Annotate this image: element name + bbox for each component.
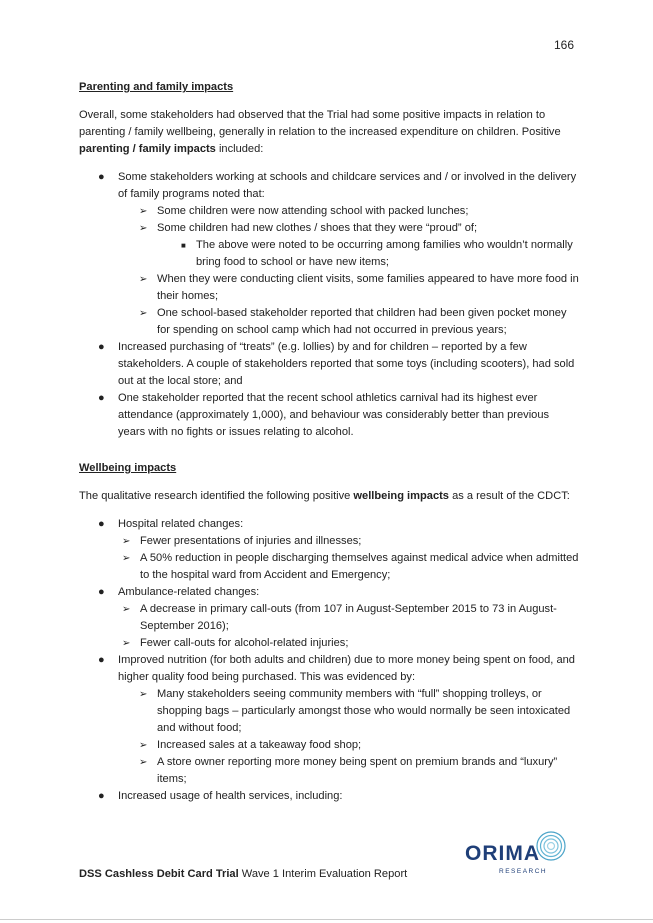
footer-report-subtitle: Wave 1 Interim Evaluation Report xyxy=(238,868,408,880)
sub-list-item-text: A decrease in primary call-outs (from 107 in August-September 2015 to 73 in August-September 2016); xyxy=(140,603,557,632)
orima-research-logo xyxy=(465,830,569,878)
list-item-text: One stakeholder reported that the recent school athletics carnival had its highest ever attendance (approximately 1,000), and behaviour was considerably better than previous years with no fights or issues relating to alcohol. xyxy=(118,392,550,438)
section-heading-wellbeing: Wellbeing impacts xyxy=(79,462,177,474)
list-item-text: Hospital related changes: xyxy=(118,518,244,530)
arrowhead-bullet-icon: ➢ xyxy=(122,638,131,649)
parenting-impacts-list xyxy=(79,169,579,441)
square-bullet-icon: ■ xyxy=(181,241,186,250)
intro-text: Overall, some stakeholders had observed that the Trial had some positive impacts in relation to parenting / family wellbeing, generally in relation to the increased expenditure on children. Positive xyxy=(79,109,561,138)
intro-text-end: included: xyxy=(215,143,264,155)
list-item xyxy=(79,390,579,441)
sub-sub-list xyxy=(157,237,579,271)
arrowhead-bullet-icon: ➢ xyxy=(122,553,131,564)
sub-list-item-text: A 50% reduction in people discharging themselves against medical advice when admitted to the hospital ward from Accident and Emergency; xyxy=(140,552,579,581)
sub-list-item xyxy=(118,550,579,584)
bullet-icon: ● xyxy=(98,518,105,530)
list-item-text: Ambulance-related changes: xyxy=(118,586,260,598)
sub-list-item xyxy=(118,686,579,737)
bullet-icon: ● xyxy=(98,654,105,666)
logo-wordmark: ORIMA xyxy=(465,842,540,865)
sub-list-item xyxy=(118,305,579,339)
arrowhead-bullet-icon: ➢ xyxy=(139,757,148,768)
sub-list-item xyxy=(118,271,579,305)
page-footer xyxy=(79,868,407,880)
sub-list-item xyxy=(118,203,579,220)
sub-list-item xyxy=(118,737,579,754)
sub-list xyxy=(118,203,579,339)
sub-list-item-text: Many stakeholders seeing community members with “full” shopping trolleys, or shopping bags – particularly amongst those who would normally be seen intoxicated and without food; xyxy=(157,688,571,734)
bullet-icon: ● xyxy=(98,790,105,802)
sub-list-item-text: A store owner reporting more money being spent on premium brands and “luxury” items; xyxy=(157,756,558,785)
list-item-text: Improved nutrition (for both adults and children) due to more money being spent on food, and higher quality food being purchased. This was evidenced by: xyxy=(118,654,575,683)
arrowhead-bullet-icon: ➢ xyxy=(139,740,148,751)
intro-bold-text: parenting / family impacts xyxy=(79,143,216,155)
wellbeing-impacts-list xyxy=(79,516,579,805)
sub-list-item xyxy=(118,220,579,271)
list-item xyxy=(79,339,579,390)
footer-report-name: DSS Cashless Debit Card Trial xyxy=(79,868,239,880)
page-content xyxy=(79,79,579,805)
sub-sub-list-item-text: The above were noted to be occurring among families who wouldn’t normally bring food to school or have new items; xyxy=(196,239,573,268)
list-item-text: Increased purchasing of “treats” (e.g. lollies) by and for children – reported by a few stakeholders. A couple of stakeholders reported that some toys (including scooters), had sold out at the local store; and xyxy=(118,341,575,387)
intro-bold-text: wellbeing impacts xyxy=(353,490,449,502)
section-intro-parenting xyxy=(79,107,579,158)
sub-list-item xyxy=(118,533,579,550)
intro-text: The qualitative research identified the following positive xyxy=(79,490,354,502)
arrowhead-bullet-icon: ➢ xyxy=(139,223,148,234)
list-item-text: Increased usage of health services, including: xyxy=(118,790,343,802)
list-item xyxy=(79,169,579,339)
section-heading-parenting: Parenting and family impacts xyxy=(79,81,234,93)
arrowhead-bullet-icon: ➢ xyxy=(139,274,148,285)
sub-list-item xyxy=(118,635,579,652)
logo-subtitle: RESEARCH xyxy=(499,868,548,875)
sub-list-item-text: Fewer presentations of injuries and illnesses; xyxy=(140,535,362,547)
bullet-icon: ● xyxy=(98,341,105,353)
page-bottom-divider xyxy=(0,919,653,920)
sub-list xyxy=(118,601,579,652)
list-item-text: Some stakeholders working at schools and childcare services and / or involved in the delivery of family programs noted that: xyxy=(118,171,577,200)
list-item xyxy=(79,516,579,584)
bullet-icon: ● xyxy=(98,392,105,404)
bullet-icon: ● xyxy=(98,171,105,183)
arrowhead-bullet-icon: ➢ xyxy=(122,536,131,547)
sub-list-item-text: Fewer call-outs for alcohol-related injuries; xyxy=(140,637,349,649)
sub-list-item-text: Some children were now attending school with packed lunches; xyxy=(157,205,469,217)
list-item xyxy=(79,652,579,788)
page-number: 166 xyxy=(553,38,574,52)
sub-list xyxy=(118,533,579,584)
sub-list-item xyxy=(118,754,579,788)
sub-list-item-text: One school-based stakeholder reported that children had been given pocket money for spending on school camp which had not occurred in previous years; xyxy=(157,307,567,336)
bullet-icon: ● xyxy=(98,586,105,598)
list-item xyxy=(79,788,579,805)
sub-list-item-text: Increased sales at a takeaway food shop; xyxy=(157,739,362,751)
section-intro-wellbeing xyxy=(79,488,579,505)
arrowhead-bullet-icon: ➢ xyxy=(139,206,148,217)
intro-text-end: as a result of the CDCT: xyxy=(448,490,570,502)
arrowhead-bullet-icon: ➢ xyxy=(139,689,148,700)
sub-sub-list-item xyxy=(157,237,579,271)
sub-list-item-text: When they were conducting client visits, some families appeared to have more food in their homes; xyxy=(157,273,579,302)
list-item xyxy=(79,584,579,652)
arrowhead-bullet-icon: ➢ xyxy=(139,308,148,319)
arrowhead-bullet-icon: ➢ xyxy=(122,604,131,615)
sub-list xyxy=(118,686,579,788)
sub-list-item-text: Some children had new clothes / shoes that they were “proud” of; xyxy=(157,222,478,234)
sub-list-item xyxy=(118,601,579,635)
